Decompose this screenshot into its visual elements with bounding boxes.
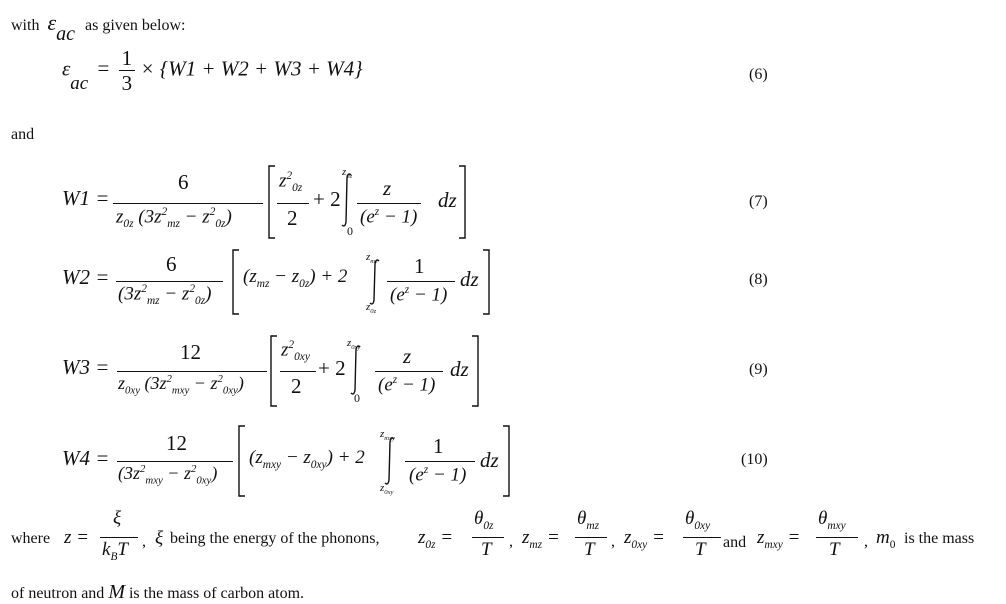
theta0xy-den: T (695, 539, 706, 560)
epsilon-sub: ac (56, 23, 76, 45)
eq10-integrand-bar (405, 461, 475, 462)
z-eq: z = (64, 527, 89, 548)
eq7-left-bracket (268, 166, 276, 238)
eq9-integrand-den: $(e^z - 1)$ (378, 374, 436, 396)
eq7-integral-sign (340, 172, 354, 228)
eq8-upper-limit: $z_{mz}$ (366, 251, 378, 266)
eq10-upper-limit: $z_{mxy}$ (380, 428, 395, 443)
eq7-fraction-bar (113, 203, 263, 204)
eq9-plus-two: + 2 (318, 356, 346, 380)
eq9-left-bracket (270, 336, 278, 406)
eq10-lower-limit: $z_{0xy}$ (380, 482, 394, 497)
eq7-inner-den: 2 (287, 206, 298, 230)
theta0z-num: $\theta_{0z}$ (474, 508, 494, 532)
eq6-lhs: ε (62, 56, 71, 81)
z0z-eq: $z_{0z}$ = (418, 527, 454, 551)
eq7-integrand-bar (357, 203, 421, 204)
eq8-coef-den: $(3z^2_{mz} - z^2_{0z})$ (118, 283, 212, 308)
eq7-lower-limit: 0 (347, 224, 353, 238)
eq10-left-bracket (238, 426, 246, 496)
eq7-coef-den: $z_{0z}$ $(3z^2_{mz} - z^2_{0z})$ (116, 206, 232, 231)
eq9-integrand-bar (375, 371, 443, 372)
comma-2: , (509, 533, 513, 550)
eq7-number: (7) (749, 193, 768, 210)
eq10-number: (10) (741, 451, 768, 468)
eq8-integral-sign (368, 258, 382, 306)
thetamz-num: $\theta_{mz}$ (577, 508, 600, 532)
eq7-lhs-text: W1 = (62, 186, 110, 210)
eq10-integrand-den: $(e^z - 1)$ (409, 464, 467, 486)
eq8-left-bracket (232, 250, 240, 314)
eq8-coef-num: 6 (166, 252, 177, 276)
m0-text: is the mass (904, 530, 975, 547)
zmxy-eq: $z_{mxy}$ = (757, 527, 801, 551)
eq9-integrand-num: z (403, 344, 412, 368)
eq7-coef-num: 6 (178, 170, 189, 194)
eq6-body: × {W1 + W2 + W3 + W4} (140, 56, 363, 81)
thetamxy-den: T (829, 539, 840, 560)
theta0z-den: T (481, 539, 492, 560)
eq7-right-bracket (458, 166, 466, 238)
thetamz-den: T (584, 539, 595, 560)
equation-6: εac = $\frac{1}{3}$ × {W1 + W2 + W3 + W4} (62, 46, 363, 96)
eq7-plus-two: + 2 (313, 187, 341, 211)
eq8-integrand-bar (387, 281, 455, 282)
eq7-z0z-squared: $z^2_{0z}$ (279, 170, 303, 195)
eq9-lhs-text: W3 = (62, 355, 110, 379)
M-symbol: M (108, 581, 125, 603)
eq6-fraction (119, 46, 136, 95)
eq8-dz: dz (460, 267, 479, 291)
and-word: and (723, 534, 747, 551)
last-prefix: of neutron and (11, 585, 105, 602)
eq6-frac-den: 3 (119, 70, 136, 95)
last-suffix: is the mass of carbon atom. (128, 585, 305, 602)
eq9-right-bracket (471, 336, 479, 406)
eq9-integral-sign (349, 344, 363, 396)
xi-num: ξ (113, 508, 122, 529)
eq7-integrand-den: $(e^z - 1)$ (360, 206, 418, 228)
intro-line (11, 10, 186, 45)
eq7-dz: dz (438, 188, 457, 212)
eq7-integrand-num: z (383, 176, 392, 200)
eq10-lhs-text: W4 = (62, 446, 110, 470)
eq6-lhs-sub: ac (70, 73, 89, 95)
where-word: where (11, 530, 51, 547)
eq9-number: (9) (749, 361, 768, 378)
eq9-lhs (62, 355, 109, 380)
eq8-number: (8) (749, 271, 768, 288)
epsilon-symbol: ε (47, 10, 57, 35)
eq8-integrand-den: $(e^z - 1)$ (390, 284, 448, 306)
last-line (11, 581, 304, 604)
eq8-diff-term: $(z_{mz} - z_{0z}) + 2$ (243, 266, 348, 290)
comma-1: , (142, 533, 146, 550)
eq8-integrand-num: 1 (414, 254, 425, 278)
eq9-inner-bar (280, 371, 316, 372)
eq8-right-bracket (482, 250, 490, 314)
eq10-dz: dz (480, 448, 499, 472)
eq10-coef-den: $(3z^2_{mxy} - z^2_{0xy})$ (118, 463, 218, 487)
eq10-integrand-num: 1 (433, 434, 444, 458)
eq6-frac-num: 1 (121, 46, 133, 70)
eq9-coef-den: $z_{0xy}$ $(3z^2_{mxy} - z^2_{0xy})$ (118, 373, 244, 397)
eq6-number: (6) (749, 66, 768, 83)
kbt-den: $k_BT$ (102, 539, 128, 563)
eq7-lhs (62, 186, 109, 211)
eq8-lhs (62, 265, 109, 290)
intro-suffix: as given below: (85, 17, 186, 34)
eq8-lhs-text: W2 = (62, 265, 110, 289)
intro-prefix: with (11, 17, 40, 34)
being-text: being the energy of the phonons, (170, 530, 380, 547)
m0-symbol: $m_0$ (876, 527, 896, 551)
comma-3: , (611, 533, 615, 550)
eq9-inner-den: 2 (291, 374, 302, 398)
eq10-diff-term: $(z_{mxy} - z_{0xy}) + 2$ (249, 447, 365, 471)
and-text: and (11, 126, 35, 143)
eq10-lhs (62, 446, 109, 471)
eq10-integral-sign (383, 436, 397, 486)
theta0xy-num: $\theta_{0xy}$ (685, 508, 711, 532)
eq9-dz: dz (450, 357, 469, 381)
zmz-eq: $z_{mz}$ = (522, 527, 560, 551)
eq8-lower-limit: $z_{0z}$ (366, 301, 377, 316)
eq10-right-bracket (502, 426, 510, 496)
comma-4: , (864, 533, 868, 550)
eq9-lower-limit: 0 (354, 391, 360, 405)
eq9-z0xy-squared: $z^2_{0xy}$ (281, 339, 310, 364)
eq9-coef-num: 12 (180, 340, 201, 364)
eq9-upper-limit: $z_{0xy}$ (347, 337, 361, 352)
thetamxy-num: $\theta_{mxy}$ (818, 508, 846, 532)
eq10-coef-num: 12 (166, 431, 187, 455)
eq7-upper-limit: $z_{0z}$ (342, 166, 353, 181)
xi-symbol: ξ (155, 528, 164, 549)
eq7-inner-bar (277, 203, 309, 204)
z0xy-eq: $z_{0xy}$ = (624, 527, 665, 551)
